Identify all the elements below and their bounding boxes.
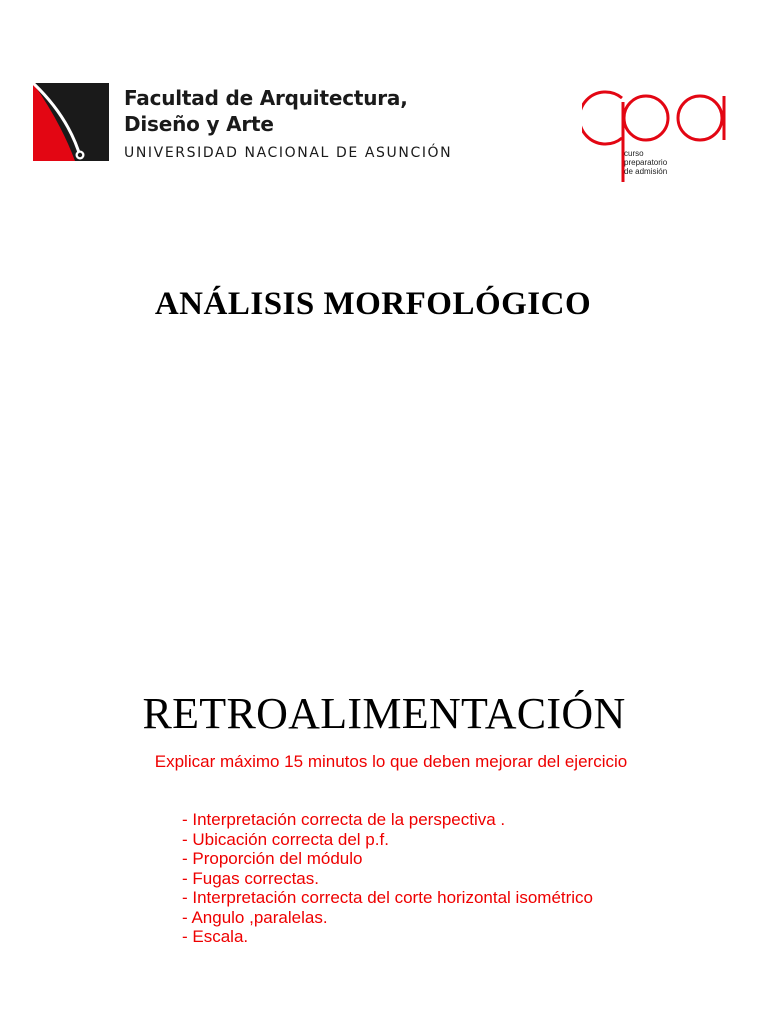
list-item: - Ubicación correcta del p.f. bbox=[182, 829, 389, 849]
university-name: UNIVERSIDAD NACIONAL DE ASUNCIÓN bbox=[124, 145, 453, 161]
list-item: - Fugas correctas. bbox=[182, 868, 319, 888]
list-item: - Escala. bbox=[182, 927, 249, 946]
section-title: RETROALIMENTACIÓN bbox=[142, 689, 626, 738]
fada-logo-icon bbox=[33, 83, 109, 161]
page-title: ANÁLISIS MORFOLÓGICO bbox=[154, 286, 592, 322]
faculty-name-line2: Diseño y Arte bbox=[124, 112, 274, 136]
instruction-text: Explicar máximo 15 minutos lo que deben mejorar del ejercicio bbox=[154, 752, 628, 771]
list-item: - Proporción del módulo bbox=[182, 849, 363, 868]
document-header bbox=[0, 0, 768, 200]
list-item: - Angulo ,paralelas. bbox=[182, 907, 328, 927]
list-item: - Interpretación correcta del corte horizontal isométrico bbox=[182, 888, 594, 907]
cpa-logo-text bbox=[624, 149, 667, 176]
cpa-text-line: preparatorio bbox=[624, 158, 668, 167]
faculty-name-line1: Facultad de Arquitectura, bbox=[124, 86, 408, 110]
list-item: - Interpretación correcta de la perspectiva . bbox=[182, 810, 506, 829]
cpa-text-line: de admisión bbox=[624, 167, 668, 176]
feedback-list bbox=[182, 810, 593, 947]
cpa-text-line: curso bbox=[624, 149, 644, 158]
